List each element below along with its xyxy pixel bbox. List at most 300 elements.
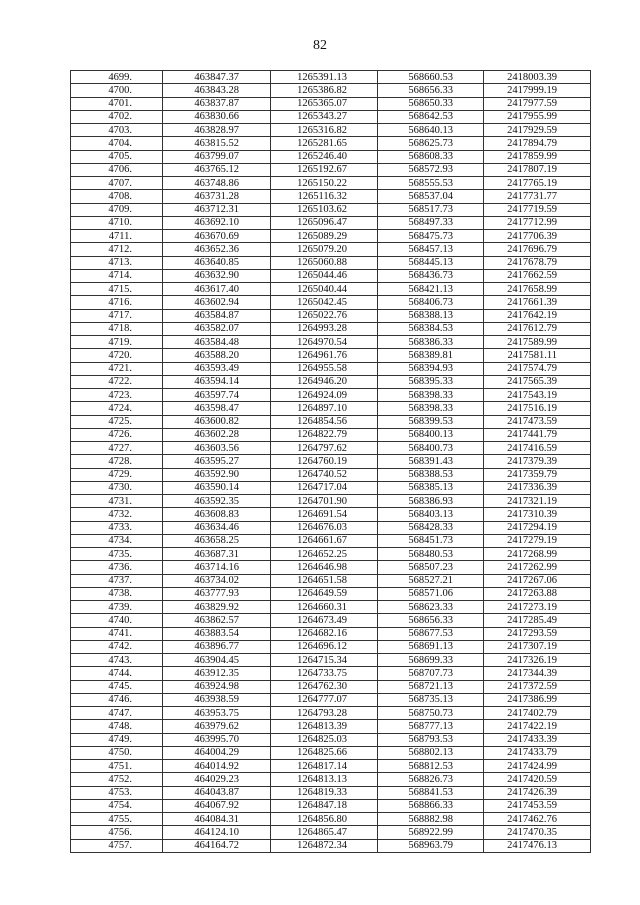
y-coordinate-cell: 1264733.75 <box>271 667 378 680</box>
x2-coordinate-cell: 568802.13 <box>378 746 484 759</box>
table-row <box>71 693 591 706</box>
y2-coordinate-cell: 2417516.19 <box>484 402 591 415</box>
y-coordinate-cell: 1265103.62 <box>271 203 378 216</box>
y-coordinate-cell: 1264649.59 <box>271 587 378 600</box>
table-row <box>71 283 591 296</box>
x-coordinate-cell: 463584.48 <box>163 336 271 349</box>
x-coordinate-cell: 463602.94 <box>163 296 271 309</box>
y2-coordinate-cell: 2417307.19 <box>484 640 591 653</box>
x2-coordinate-cell: 568691.13 <box>378 640 484 653</box>
y-coordinate-cell: 1264793.28 <box>271 707 378 720</box>
x-coordinate-cell: 464043.87 <box>163 786 271 799</box>
x-coordinate-cell: 463837.87 <box>163 97 271 110</box>
table-row <box>71 773 591 786</box>
x-coordinate-cell: 463652.36 <box>163 243 271 256</box>
x2-coordinate-cell: 568963.79 <box>378 839 484 852</box>
point-number-cell: 4740. <box>71 614 163 627</box>
y-coordinate-cell: 1264924.09 <box>271 389 378 402</box>
y2-coordinate-cell: 2417678.79 <box>484 256 591 269</box>
point-number-cell: 4703. <box>71 124 163 137</box>
point-number-cell: 4700. <box>71 84 163 97</box>
y2-coordinate-cell: 2417433.79 <box>484 746 591 759</box>
y-coordinate-cell: 1264993.28 <box>271 322 378 335</box>
x2-coordinate-cell: 568400.73 <box>378 442 484 455</box>
y2-coordinate-cell: 2417658.99 <box>484 283 591 296</box>
y-coordinate-cell: 1264660.31 <box>271 601 378 614</box>
table-row <box>71 415 591 428</box>
point-number-cell: 4737. <box>71 574 163 587</box>
y2-coordinate-cell: 2417894.79 <box>484 137 591 150</box>
y-coordinate-cell: 1264701.90 <box>271 495 378 508</box>
y2-coordinate-cell: 2417326.19 <box>484 654 591 667</box>
table-row <box>71 455 591 468</box>
x2-coordinate-cell: 568677.53 <box>378 627 484 640</box>
y-coordinate-cell: 1265060.88 <box>271 256 378 269</box>
x-coordinate-cell: 463632.90 <box>163 269 271 282</box>
x2-coordinate-cell: 568398.33 <box>378 389 484 402</box>
y-coordinate-cell: 1264854.56 <box>271 415 378 428</box>
point-number-cell: 4706. <box>71 163 163 176</box>
x-coordinate-cell: 463584.87 <box>163 309 271 322</box>
x-coordinate-cell: 463843.28 <box>163 84 271 97</box>
point-number-cell: 4744. <box>71 667 163 680</box>
table-row <box>71 71 591 84</box>
table-row <box>71 110 591 123</box>
y-coordinate-cell: 1264955.58 <box>271 362 378 375</box>
point-number-cell: 4746. <box>71 693 163 706</box>
table-row <box>71 137 591 150</box>
point-number-cell: 4751. <box>71 760 163 773</box>
table-row <box>71 216 591 229</box>
y-coordinate-cell: 1264822.79 <box>271 428 378 441</box>
x2-coordinate-cell: 568451.73 <box>378 534 484 547</box>
point-number-cell: 4732. <box>71 508 163 521</box>
table-row <box>71 521 591 534</box>
y-coordinate-cell: 1264651.58 <box>271 574 378 587</box>
x2-coordinate-cell: 568750.73 <box>378 707 484 720</box>
x-coordinate-cell: 463714.16 <box>163 561 271 574</box>
table-row <box>71 296 591 309</box>
x-coordinate-cell: 463640.85 <box>163 256 271 269</box>
y-coordinate-cell: 1264691.54 <box>271 508 378 521</box>
x2-coordinate-cell: 568527.21 <box>378 574 484 587</box>
table-row <box>71 627 591 640</box>
y-coordinate-cell: 1265386.82 <box>271 84 378 97</box>
table-row <box>71 322 591 335</box>
y2-coordinate-cell: 2417344.39 <box>484 667 591 680</box>
x2-coordinate-cell: 568388.13 <box>378 309 484 322</box>
y-coordinate-cell: 1264946.20 <box>271 375 378 388</box>
x2-coordinate-cell: 568882.98 <box>378 813 484 826</box>
x-coordinate-cell: 463692.10 <box>163 216 271 229</box>
table-row <box>71 587 591 600</box>
x2-coordinate-cell: 568385.13 <box>378 481 484 494</box>
y-coordinate-cell: 1265365.07 <box>271 97 378 110</box>
x-coordinate-cell: 463602.28 <box>163 428 271 441</box>
point-number-cell: 4729. <box>71 468 163 481</box>
y2-coordinate-cell: 2417294.19 <box>484 521 591 534</box>
point-number-cell: 4723. <box>71 389 163 402</box>
point-number-cell: 4738. <box>71 587 163 600</box>
point-number-cell: 4715. <box>71 283 163 296</box>
table-row <box>71 402 591 415</box>
y2-coordinate-cell: 2417612.79 <box>484 322 591 335</box>
y-coordinate-cell: 1264646.98 <box>271 561 378 574</box>
x-coordinate-cell: 463593.49 <box>163 362 271 375</box>
table-row <box>71 839 591 852</box>
x-coordinate-cell: 463862.57 <box>163 614 271 627</box>
y2-coordinate-cell: 2417441.79 <box>484 428 591 441</box>
y-coordinate-cell: 1264760.19 <box>271 455 378 468</box>
y-coordinate-cell: 1264970.54 <box>271 336 378 349</box>
x-coordinate-cell: 464084.31 <box>163 813 271 826</box>
y2-coordinate-cell: 2418003.39 <box>484 71 591 84</box>
table-row <box>71 203 591 216</box>
table-row <box>71 97 591 110</box>
x-coordinate-cell: 463712.31 <box>163 203 271 216</box>
x-coordinate-cell: 463979.62 <box>163 720 271 733</box>
y2-coordinate-cell: 2417581.11 <box>484 349 591 362</box>
y-coordinate-cell: 1264652.25 <box>271 548 378 561</box>
y-coordinate-cell: 1264696.12 <box>271 640 378 653</box>
y-coordinate-cell: 1264865.47 <box>271 826 378 839</box>
point-number-cell: 4749. <box>71 733 163 746</box>
table-row <box>71 362 591 375</box>
point-number-cell: 4739. <box>71 601 163 614</box>
y-coordinate-cell: 1264872.34 <box>271 839 378 852</box>
point-number-cell: 4710. <box>71 216 163 229</box>
y-coordinate-cell: 1264847.18 <box>271 799 378 812</box>
x-coordinate-cell: 463594.14 <box>163 375 271 388</box>
x-coordinate-cell: 463617.40 <box>163 283 271 296</box>
x2-coordinate-cell: 568428.33 <box>378 521 484 534</box>
y-coordinate-cell: 1265281.65 <box>271 137 378 150</box>
x2-coordinate-cell: 568388.53 <box>378 468 484 481</box>
x-coordinate-cell: 463924.98 <box>163 680 271 693</box>
table-row <box>71 680 591 693</box>
point-number-cell: 4734. <box>71 534 163 547</box>
table-row <box>71 640 591 653</box>
y-coordinate-cell: 1264897.10 <box>271 402 378 415</box>
y-coordinate-cell: 1264673.49 <box>271 614 378 627</box>
table-row <box>71 389 591 402</box>
x2-coordinate-cell: 568656.33 <box>378 614 484 627</box>
y-coordinate-cell: 1265116.32 <box>271 190 378 203</box>
y-coordinate-cell: 1264717.04 <box>271 481 378 494</box>
x2-coordinate-cell: 568395.33 <box>378 375 484 388</box>
x-coordinate-cell: 463995.70 <box>163 733 271 746</box>
y2-coordinate-cell: 2417268.99 <box>484 548 591 561</box>
point-number-cell: 4701. <box>71 97 163 110</box>
point-number-cell: 4731. <box>71 495 163 508</box>
x-coordinate-cell: 463830.66 <box>163 110 271 123</box>
point-number-cell: 4756. <box>71 826 163 839</box>
x2-coordinate-cell: 568398.33 <box>378 402 484 415</box>
point-number-cell: 4720. <box>71 349 163 362</box>
point-number-cell: 4724. <box>71 402 163 415</box>
x-coordinate-cell: 463595.27 <box>163 455 271 468</box>
x-coordinate-cell: 463847.37 <box>163 71 271 84</box>
y2-coordinate-cell: 2417696.79 <box>484 243 591 256</box>
y2-coordinate-cell: 2417285.49 <box>484 614 591 627</box>
table-row <box>71 269 591 282</box>
y2-coordinate-cell: 2417279.19 <box>484 534 591 547</box>
y-coordinate-cell: 1265316.82 <box>271 124 378 137</box>
x-coordinate-cell: 463582.07 <box>163 322 271 335</box>
x2-coordinate-cell: 568777.13 <box>378 720 484 733</box>
point-number-cell: 4754. <box>71 799 163 812</box>
table-row <box>71 124 591 137</box>
y2-coordinate-cell: 2417712.99 <box>484 216 591 229</box>
table-row <box>71 601 591 614</box>
y2-coordinate-cell: 2417565.39 <box>484 375 591 388</box>
x2-coordinate-cell: 568625.73 <box>378 137 484 150</box>
y-coordinate-cell: 1265044.46 <box>271 269 378 282</box>
table-row <box>71 481 591 494</box>
y2-coordinate-cell: 2417543.19 <box>484 389 591 402</box>
x-coordinate-cell: 463883.54 <box>163 627 271 640</box>
x-coordinate-cell: 463799.07 <box>163 150 271 163</box>
point-number-cell: 4719. <box>71 336 163 349</box>
x-coordinate-cell: 463748.86 <box>163 177 271 190</box>
y2-coordinate-cell: 2417386.99 <box>484 693 591 706</box>
x2-coordinate-cell: 568640.13 <box>378 124 484 137</box>
point-number-cell: 4757. <box>71 839 163 852</box>
x-coordinate-cell: 464014.92 <box>163 760 271 773</box>
y2-coordinate-cell: 2417402.79 <box>484 707 591 720</box>
x-coordinate-cell: 463590.14 <box>163 481 271 494</box>
x2-coordinate-cell: 568555.53 <box>378 177 484 190</box>
x2-coordinate-cell: 568707.73 <box>378 667 484 680</box>
x-coordinate-cell: 463588.20 <box>163 349 271 362</box>
y-coordinate-cell: 1264740.52 <box>271 468 378 481</box>
point-number-cell: 4753. <box>71 786 163 799</box>
y-coordinate-cell: 1265089.29 <box>271 230 378 243</box>
y-coordinate-cell: 1265096.47 <box>271 216 378 229</box>
x-coordinate-cell: 463608.83 <box>163 508 271 521</box>
x-coordinate-cell: 463828.97 <box>163 124 271 137</box>
x2-coordinate-cell: 568389.81 <box>378 349 484 362</box>
x-coordinate-cell: 464067.92 <box>163 799 271 812</box>
x2-coordinate-cell: 568571.06 <box>378 587 484 600</box>
x-coordinate-cell: 464164.72 <box>163 839 271 852</box>
x2-coordinate-cell: 568922.99 <box>378 826 484 839</box>
point-number-cell: 4725. <box>71 415 163 428</box>
table-row <box>71 256 591 269</box>
y2-coordinate-cell: 2417929.59 <box>484 124 591 137</box>
table-row <box>71 177 591 190</box>
y-coordinate-cell: 1264813.13 <box>271 773 378 786</box>
table-row <box>71 746 591 759</box>
y2-coordinate-cell: 2417462.76 <box>484 813 591 826</box>
y2-coordinate-cell: 2417336.39 <box>484 481 591 494</box>
point-number-cell: 4716. <box>71 296 163 309</box>
x-coordinate-cell: 463603.56 <box>163 442 271 455</box>
y2-coordinate-cell: 2417310.39 <box>484 508 591 521</box>
y2-coordinate-cell: 2417719.59 <box>484 203 591 216</box>
x2-coordinate-cell: 568394.93 <box>378 362 484 375</box>
y-coordinate-cell: 1265246.40 <box>271 150 378 163</box>
x-coordinate-cell: 463658.25 <box>163 534 271 547</box>
x2-coordinate-cell: 568735.13 <box>378 693 484 706</box>
table-row <box>71 574 591 587</box>
x-coordinate-cell: 463634.46 <box>163 521 271 534</box>
table-row <box>71 349 591 362</box>
x-coordinate-cell: 464124.10 <box>163 826 271 839</box>
y2-coordinate-cell: 2417706.39 <box>484 230 591 243</box>
table-row <box>71 720 591 733</box>
x-coordinate-cell: 463829.92 <box>163 601 271 614</box>
y-coordinate-cell: 1264661.67 <box>271 534 378 547</box>
table-row <box>71 561 591 574</box>
x2-coordinate-cell: 568793.53 <box>378 733 484 746</box>
x2-coordinate-cell: 568721.13 <box>378 680 484 693</box>
table-row <box>71 534 591 547</box>
x2-coordinate-cell: 568400.13 <box>378 428 484 441</box>
x2-coordinate-cell: 568436.73 <box>378 269 484 282</box>
x2-coordinate-cell: 568608.33 <box>378 150 484 163</box>
table-row <box>71 442 591 455</box>
x-coordinate-cell: 463592.35 <box>163 495 271 508</box>
y2-coordinate-cell: 2417426.39 <box>484 786 591 799</box>
y-coordinate-cell: 1265391.13 <box>271 71 378 84</box>
table-row <box>71 614 591 627</box>
point-number-cell: 4733. <box>71 521 163 534</box>
table-row <box>71 84 591 97</box>
point-number-cell: 4709. <box>71 203 163 216</box>
x-coordinate-cell: 463734.02 <box>163 574 271 587</box>
point-number-cell: 4707. <box>71 177 163 190</box>
y2-coordinate-cell: 2417731.77 <box>484 190 591 203</box>
y2-coordinate-cell: 2417662.59 <box>484 269 591 282</box>
point-number-cell: 4748. <box>71 720 163 733</box>
point-number-cell: 4741. <box>71 627 163 640</box>
x2-coordinate-cell: 568517.73 <box>378 203 484 216</box>
y-coordinate-cell: 1265042.45 <box>271 296 378 309</box>
x2-coordinate-cell: 568391.43 <box>378 455 484 468</box>
y2-coordinate-cell: 2417765.19 <box>484 177 591 190</box>
x-coordinate-cell: 463953.75 <box>163 707 271 720</box>
coordinates-table <box>70 70 591 853</box>
x2-coordinate-cell: 568475.73 <box>378 230 484 243</box>
table-row <box>71 667 591 680</box>
y2-coordinate-cell: 2417473.59 <box>484 415 591 428</box>
y2-coordinate-cell: 2417433.39 <box>484 733 591 746</box>
point-number-cell: 4755. <box>71 813 163 826</box>
y2-coordinate-cell: 2417422.19 <box>484 720 591 733</box>
y2-coordinate-cell: 2417476.13 <box>484 839 591 852</box>
x2-coordinate-cell: 568642.53 <box>378 110 484 123</box>
y-coordinate-cell: 1265079.20 <box>271 243 378 256</box>
y2-coordinate-cell: 2417453.59 <box>484 799 591 812</box>
table-row <box>71 548 591 561</box>
y2-coordinate-cell: 2417574.79 <box>484 362 591 375</box>
table-row <box>71 813 591 826</box>
x2-coordinate-cell: 568480.53 <box>378 548 484 561</box>
y2-coordinate-cell: 2417263.88 <box>484 587 591 600</box>
x-coordinate-cell: 463731.28 <box>163 190 271 203</box>
y-coordinate-cell: 1264777.07 <box>271 693 378 706</box>
y2-coordinate-cell: 2417267.06 <box>484 574 591 587</box>
y-coordinate-cell: 1264797.62 <box>271 442 378 455</box>
y-coordinate-cell: 1264762.30 <box>271 680 378 693</box>
y2-coordinate-cell: 2417321.19 <box>484 495 591 508</box>
x-coordinate-cell: 463777.93 <box>163 587 271 600</box>
y-coordinate-cell: 1264682.16 <box>271 627 378 640</box>
y2-coordinate-cell: 2417642.19 <box>484 309 591 322</box>
x2-coordinate-cell: 568866.33 <box>378 799 484 812</box>
y-coordinate-cell: 1265150.22 <box>271 177 378 190</box>
y2-coordinate-cell: 2417999.19 <box>484 84 591 97</box>
y2-coordinate-cell: 2417807.19 <box>484 163 591 176</box>
y2-coordinate-cell: 2417416.59 <box>484 442 591 455</box>
x2-coordinate-cell: 568384.53 <box>378 322 484 335</box>
table-row <box>71 799 591 812</box>
y2-coordinate-cell: 2417470.35 <box>484 826 591 839</box>
table-row <box>71 733 591 746</box>
x2-coordinate-cell: 568507.23 <box>378 561 484 574</box>
x-coordinate-cell: 463815.52 <box>163 137 271 150</box>
point-number-cell: 4722. <box>71 375 163 388</box>
point-number-cell: 4702. <box>71 110 163 123</box>
point-number-cell: 4743. <box>71 654 163 667</box>
y2-coordinate-cell: 2417379.39 <box>484 455 591 468</box>
x-coordinate-cell: 464029.23 <box>163 773 271 786</box>
table-row <box>71 163 591 176</box>
x2-coordinate-cell: 568656.33 <box>378 84 484 97</box>
point-number-cell: 4717. <box>71 309 163 322</box>
table-row <box>71 190 591 203</box>
y2-coordinate-cell: 2417372.59 <box>484 680 591 693</box>
point-number-cell: 4728. <box>71 455 163 468</box>
x2-coordinate-cell: 568660.53 <box>378 71 484 84</box>
x-coordinate-cell: 463592.90 <box>163 468 271 481</box>
point-number-cell: 4718. <box>71 322 163 335</box>
point-number-cell: 4699. <box>71 71 163 84</box>
x2-coordinate-cell: 568812.53 <box>378 760 484 773</box>
y-coordinate-cell: 1265343.27 <box>271 110 378 123</box>
y-coordinate-cell: 1264715.34 <box>271 654 378 667</box>
x2-coordinate-cell: 568399.53 <box>378 415 484 428</box>
y-coordinate-cell: 1264817.14 <box>271 760 378 773</box>
table-row <box>71 654 591 667</box>
x-coordinate-cell: 463687.31 <box>163 548 271 561</box>
table-row <box>71 707 591 720</box>
table-row <box>71 230 591 243</box>
point-number-cell: 4742. <box>71 640 163 653</box>
point-number-cell: 4704. <box>71 137 163 150</box>
point-number-cell: 4712. <box>71 243 163 256</box>
x2-coordinate-cell: 568699.33 <box>378 654 484 667</box>
x2-coordinate-cell: 568421.13 <box>378 283 484 296</box>
point-number-cell: 4752. <box>71 773 163 786</box>
y2-coordinate-cell: 2417977.59 <box>484 97 591 110</box>
x2-coordinate-cell: 568497.33 <box>378 216 484 229</box>
coordinates-table-body <box>71 71 591 853</box>
y2-coordinate-cell: 2417589.99 <box>484 336 591 349</box>
x-coordinate-cell: 463904.45 <box>163 654 271 667</box>
y2-coordinate-cell: 2417424.99 <box>484 760 591 773</box>
x2-coordinate-cell: 568386.33 <box>378 336 484 349</box>
x2-coordinate-cell: 568826.73 <box>378 773 484 786</box>
x2-coordinate-cell: 568386.93 <box>378 495 484 508</box>
table-row <box>71 826 591 839</box>
x2-coordinate-cell: 568445.13 <box>378 256 484 269</box>
point-number-cell: 4714. <box>71 269 163 282</box>
point-number-cell: 4711. <box>71 230 163 243</box>
y-coordinate-cell: 1264819.33 <box>271 786 378 799</box>
y2-coordinate-cell: 2417262.99 <box>484 561 591 574</box>
